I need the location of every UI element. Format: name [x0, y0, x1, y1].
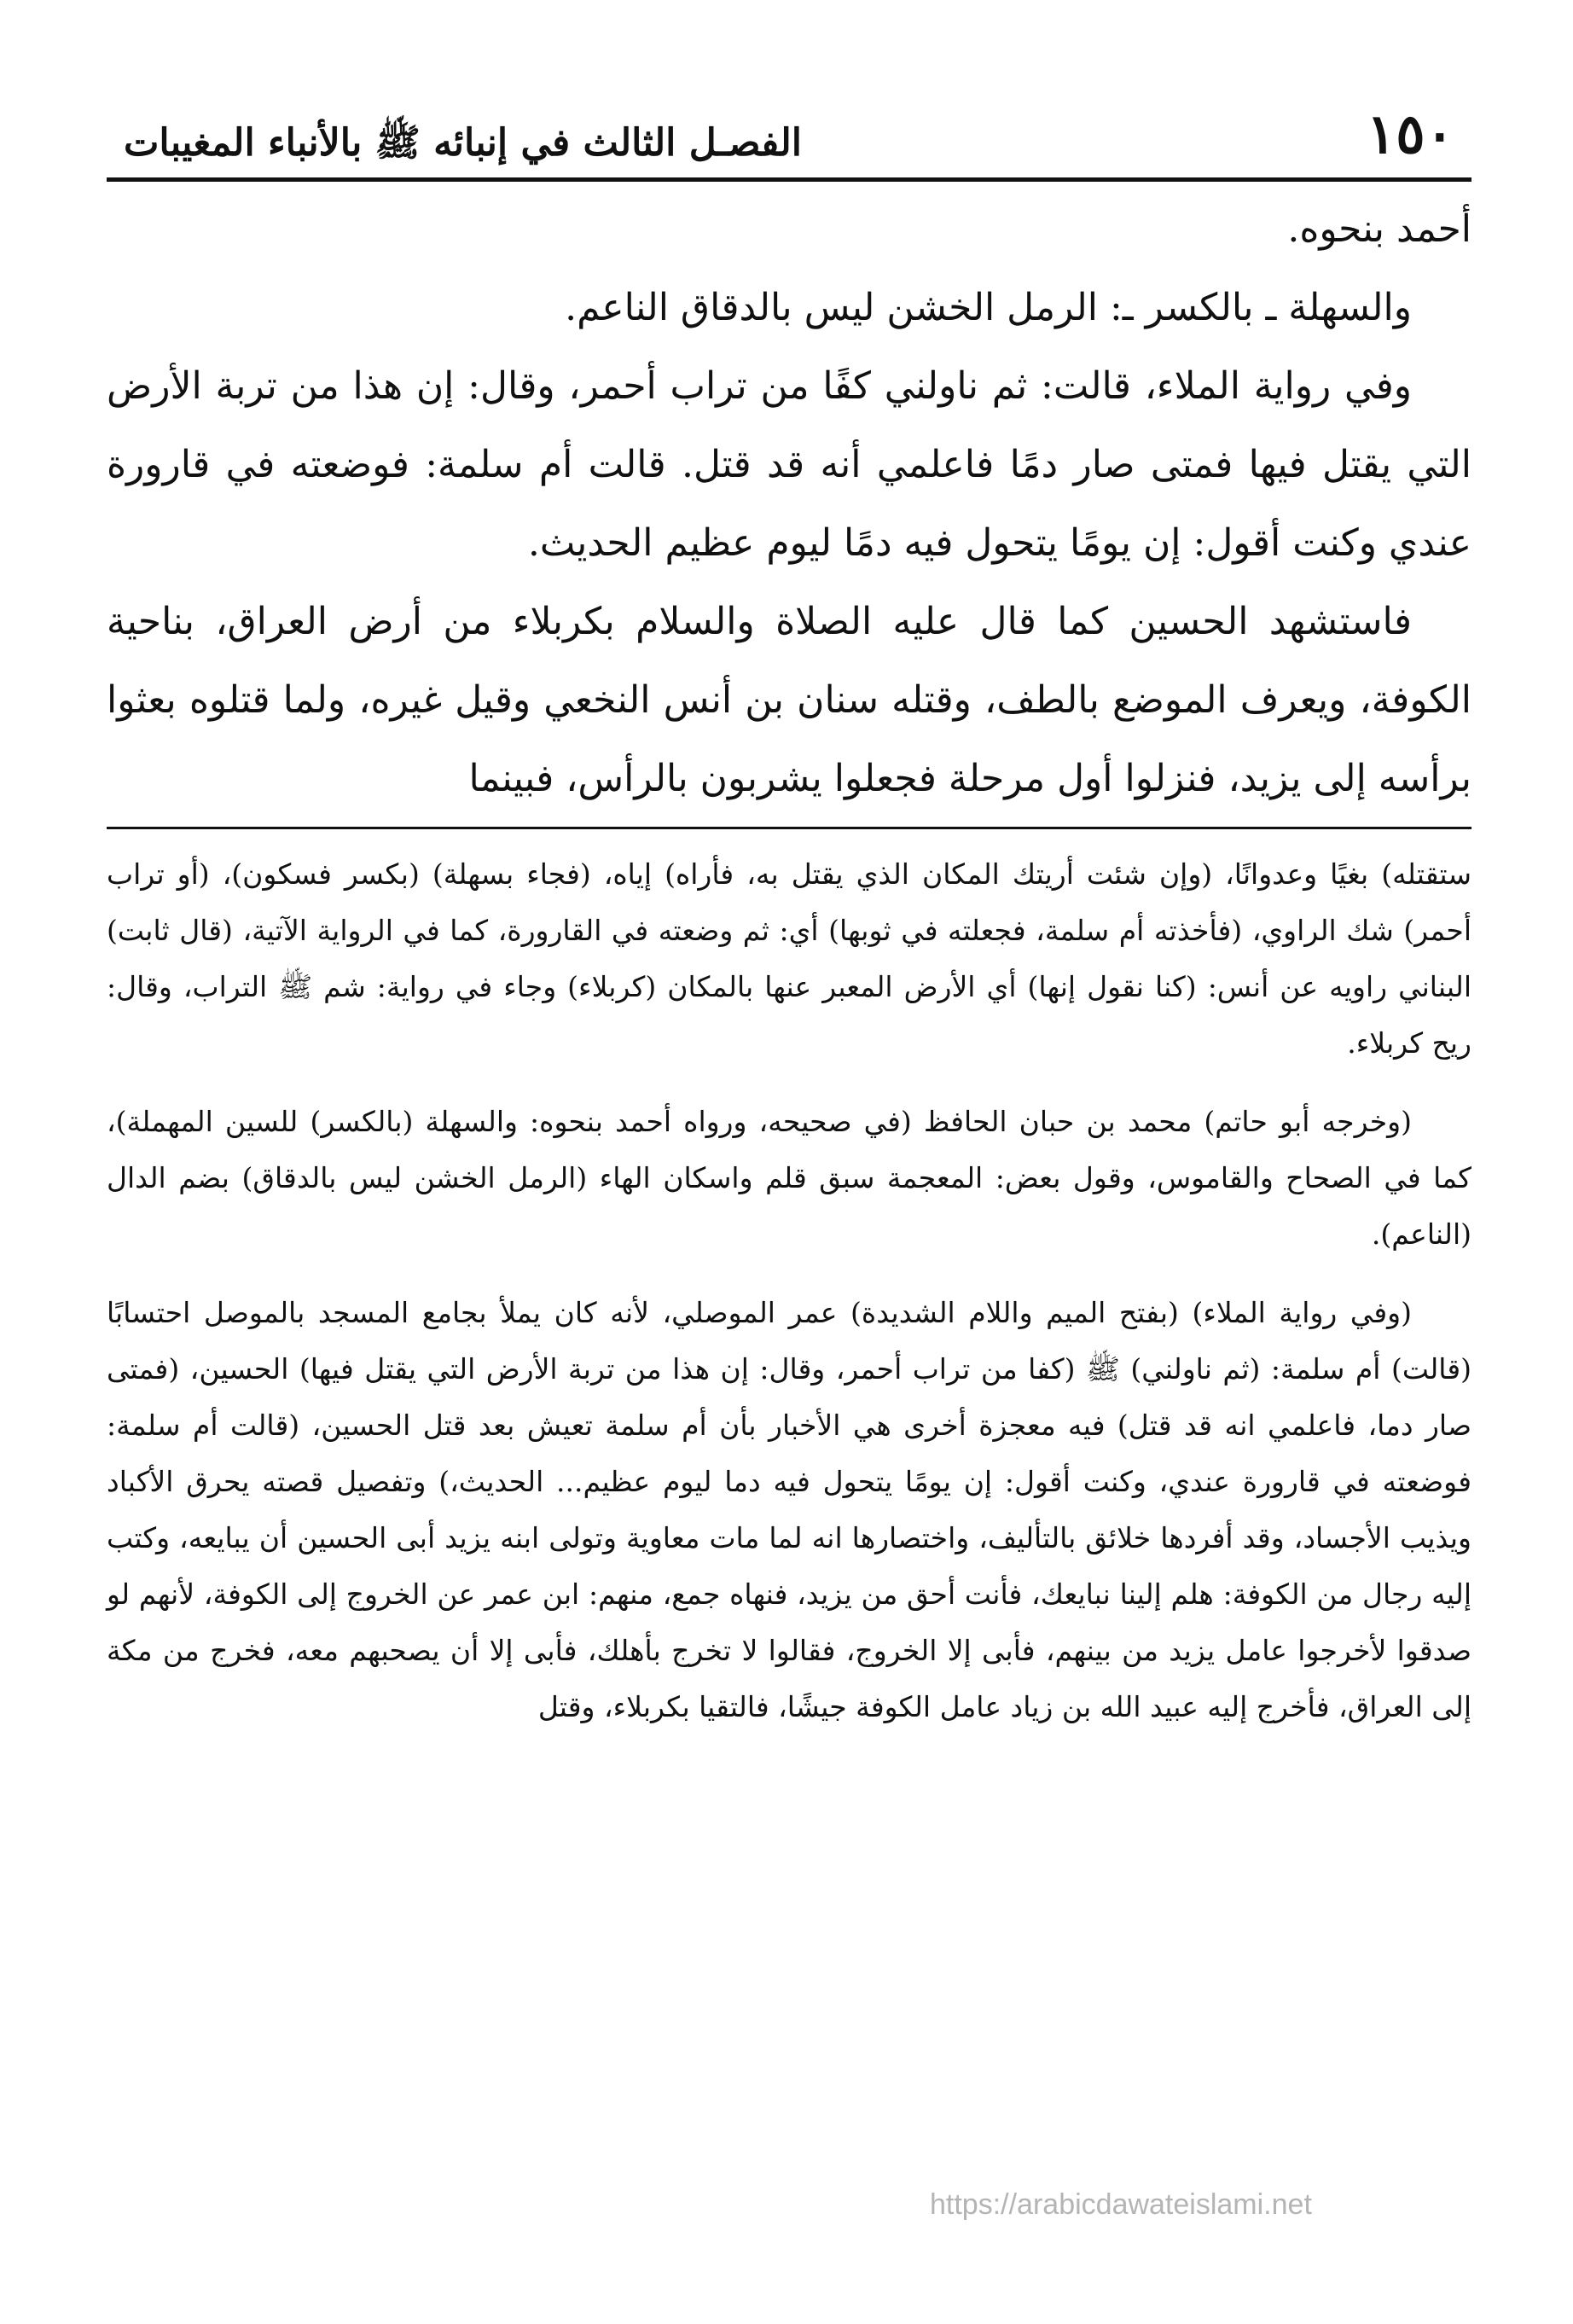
page-header	[107, 85, 1471, 166]
document-page	[107, 85, 1471, 1758]
running-title: الفصـل الثالث في إنبائه ﷺ بالأنباء المغيبات	[124, 121, 802, 165]
main-text	[107, 182, 1471, 818]
main-paragraph: فاستشهد الحسين كما قال عليه الصلاة والسلام بكربلاء من أرض العراق، بناحية الكوفة، ويعرف الموضع بالطف، وقتله سنان بن أنس النخعي وقيل غيره، ولما قتلوه بعثوا برأسه إلى يزيد، فنزلوا أول مرحلة فجعلوا يشربون بالرأس، فبينما	[107, 600, 1471, 800]
commentary-paragraph: ستقتله) بغيًا وعدوانًا، (وإن شئت أريتك المكان الذي يقتل به، فأراه) إياه، (فجاء بسهلة) (بكسر فسكون)، (أو تراب أحمر) شك الراوي، (فأخذته أم سلمة، فجعلته في ثوبها) أي: ثم وضعته في القارورة، كما في الرواية الآتية، (قال ثابت) البناني راويه عن أنس: (كنا نقول إنها) أي الأرض المعبر عنها بالمكان (كربلاء) وجاء في رواية: شم ﷺ التراب، وقال: ريح كربلاء.	[107, 857, 1471, 1060]
commentary	[107, 846, 1471, 1735]
commentary-paragraph: (وخرجه أبو حاتم) محمد بن حبان الحافظ (في صحيحه، ورواه أحمد بنحوه: والسهلة (بالكسر) للسين المهملة)، كما في الصحاح والقاموس، وقول بعض: المعجمة سبق قلم واسكان الهاء (الرمل الخشن ليس بالدقاق) بضم الدال (الناعم).	[107, 1105, 1471, 1251]
main-paragraph: أحمد بنحوه.	[1287, 207, 1471, 251]
main-paragraph: والسهلة ـ بالكسر ـ: الرمل الخشن ليس بالدقاق الناعم.	[565, 286, 1412, 329]
main-paragraph: وفي رواية الملاء، قالت: ثم ناولني كفًا من تراب أحمر، وقال: إن هذا من تربة الأرض التي يقتل فيها فمتى صار دمًا فاعلمي أنه قد قتل. قالت أم سلمة: فوضعته في قارورة عندي وكنت أقول: إن يومًا يتحول فيه دمًا ليوم عظيم الحديث.	[107, 364, 1471, 565]
watermark-url: https://arabicdawateislami.net	[930, 2188, 1312, 2221]
section-divider	[107, 827, 1471, 829]
page-number: ١٥٠	[1366, 102, 1454, 166]
commentary-paragraph: (وفي رواية الملاء) (بفتح الميم واللام الشديدة) عمر الموصلي، لأنه كان يملأ بجامع المسجد بالموصل احتسابًا (قالت) أم سلمة: (ثم ناولني) ﷺ (كفا من تراب أحمر، وقال: إن هذا من تربة الأرض التي يقتل فيها) الحسين، (فمتى صار دما، فاعلمي انه قد قتل) فيه معجزة أخرى هي الأخبار بأن أم سلمة تعيش بعد قتل الحسين، (قالت أم سلمة: فوضعته في قارورة عندي، وكنت أقول: إن يومًا يتحول فيه دما ليوم عظيم... الحديث،) وتفصيل قصته يحرق الأكباد ويذيب الأجساد، وقد أفردها خلائق بالتأليف، واختصارها انه لما مات معاوية وتولى ابنه يزيد أبى الحسين أن يبايعه، وكتب إليه رجال من الكوفة: هلم إلينا نبايعك، فأنت أحق من يزيد، فنهاه جمع، منهم: ابن عمر عن الخروج إلى الكوفة، لأنهم لو صدقوا لأخرجوا عامل يزيد من بينهم، فأبى إلا الخروج، فقالوا لا تخرج بأهلك، فأبى إلا أن يصحبهم معه، فخرج من مكة إلى العراق، فأخرج إليه عبيد الله بن زياد عامل الكوفة جيشًا، فالتقيا بكربلاء، وقتل	[107, 1296, 1471, 1723]
